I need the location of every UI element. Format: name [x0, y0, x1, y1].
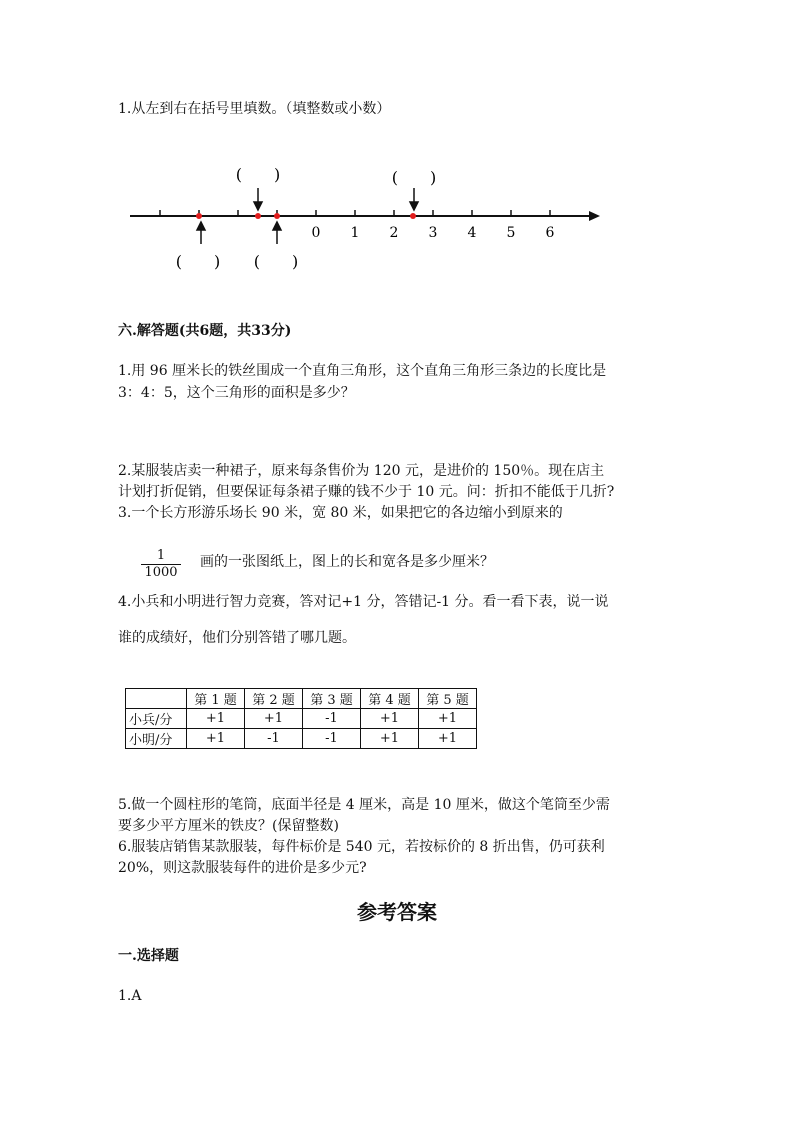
- fraction-1-over-1000: [141, 548, 181, 581]
- problem1-line2: 3：4：5，这个三角形的面积是多少？: [118, 385, 355, 401]
- blank-top-b: ( ): [235, 165, 281, 184]
- tick-label-4: 4: [467, 225, 477, 241]
- section6-heading: 六.解答题(共6题，共33分): [118, 323, 292, 339]
- problem6-line2: 20%，则这款服装每件的进价是多少元?: [118, 860, 367, 876]
- answers-section1-heading: 一.选择题: [118, 948, 179, 964]
- table-row: [126, 729, 477, 749]
- q1-prompt: 1.从左到右在括号里填数。（填整数或小数）: [118, 101, 391, 117]
- table-row-header: 小明/分: [126, 729, 187, 749]
- problem5-line1: 5.做一个圆柱形的笔筒，底面半径是 4 厘米，高是 10 厘米，做这个笔筒至少需: [118, 797, 610, 813]
- problem5-line2: 要多少平方厘米的铁皮？(保留整数): [118, 818, 339, 834]
- table-header-row: [126, 689, 477, 709]
- table-cell: -1: [303, 709, 361, 729]
- tick-label-5: 5: [506, 225, 516, 241]
- table-row-header: 小兵/分: [126, 709, 187, 729]
- table-cell: +1: [187, 709, 245, 729]
- table-header-cell: [126, 689, 187, 709]
- problem6-line1: 6.服装店销售某款服装，每件标价是 540 元，若按标价的 8 折出售，仍可获利: [118, 839, 605, 855]
- point-a: [196, 213, 202, 219]
- table-header-cell: 第 3 题: [303, 689, 361, 709]
- table-cell: +1: [245, 709, 303, 729]
- blank-bottom-a: ( ): [175, 252, 221, 271]
- table-cell: -1: [245, 729, 303, 749]
- axis-arrowhead: [589, 211, 600, 221]
- problem3-line1: 3.一个长方形游乐场长 90 米，宽 80 米，如果把它的各边缩小到原来的: [118, 505, 563, 521]
- table-header-cell: 第 5 题: [419, 689, 477, 709]
- point-d: [410, 213, 416, 219]
- arrow-down-d: [410, 188, 418, 210]
- arrow-down-b: [254, 188, 262, 210]
- point-b: [255, 213, 261, 219]
- fraction-numerator: 1: [156, 548, 166, 563]
- table-cell: +1: [361, 729, 419, 749]
- problem4-line1: 4.小兵和小明进行智力竞赛，答对记+1 分，答错记-1 分。看一看下表，说一说: [118, 594, 609, 610]
- score-table: [125, 688, 477, 749]
- answer-1: 1.A: [118, 988, 142, 1004]
- arrow-up-a: [197, 222, 205, 244]
- problem1-line1: 1.用 96 厘米长的铁丝围成一个直角三角形，这个直角三角形三条边的长度比是: [118, 363, 607, 379]
- fraction-denominator: 1000: [141, 564, 181, 581]
- blank-top-d: ( ): [391, 168, 437, 187]
- table-header-cell: 第 1 题: [187, 689, 245, 709]
- tick-label-6: 6: [545, 225, 555, 241]
- problem2-line2: 计划打折促销，但要保证每条裙子赚的钱不少于 10 元。问：折扣不能低于几折?: [118, 484, 615, 500]
- table-cell: +1: [187, 729, 245, 749]
- number-line-figure: [0, 150, 794, 450]
- tick-label-2: 2: [389, 225, 399, 241]
- arrow-up-c: [273, 222, 281, 244]
- table-cell: +1: [419, 709, 477, 729]
- tick-label-1: 1: [350, 225, 360, 241]
- point-c: [274, 213, 280, 219]
- answers-title: 参考答案: [357, 900, 437, 924]
- table-header-cell: 第 4 题: [361, 689, 419, 709]
- table-header-cell: 第 2 题: [245, 689, 303, 709]
- table-cell: -1: [303, 729, 361, 749]
- problem2-line1: 2.某服装店卖一种裙子，原来每条售价为 120 元，是进价的 150％。现在店主: [118, 463, 605, 479]
- table-cell: +1: [361, 709, 419, 729]
- tick-label-0: 0: [311, 225, 321, 241]
- table-row: [126, 709, 477, 729]
- problem4-line2: 谁的成绩好，他们分别答错了哪几题。: [118, 630, 356, 646]
- tick-label-3: 3: [428, 225, 438, 241]
- problem3-line2: 画的一张图纸上，图上的长和宽各是多少厘米？: [200, 554, 494, 570]
- blank-bottom-c: ( ): [253, 252, 299, 271]
- table-cell: +1: [419, 729, 477, 749]
